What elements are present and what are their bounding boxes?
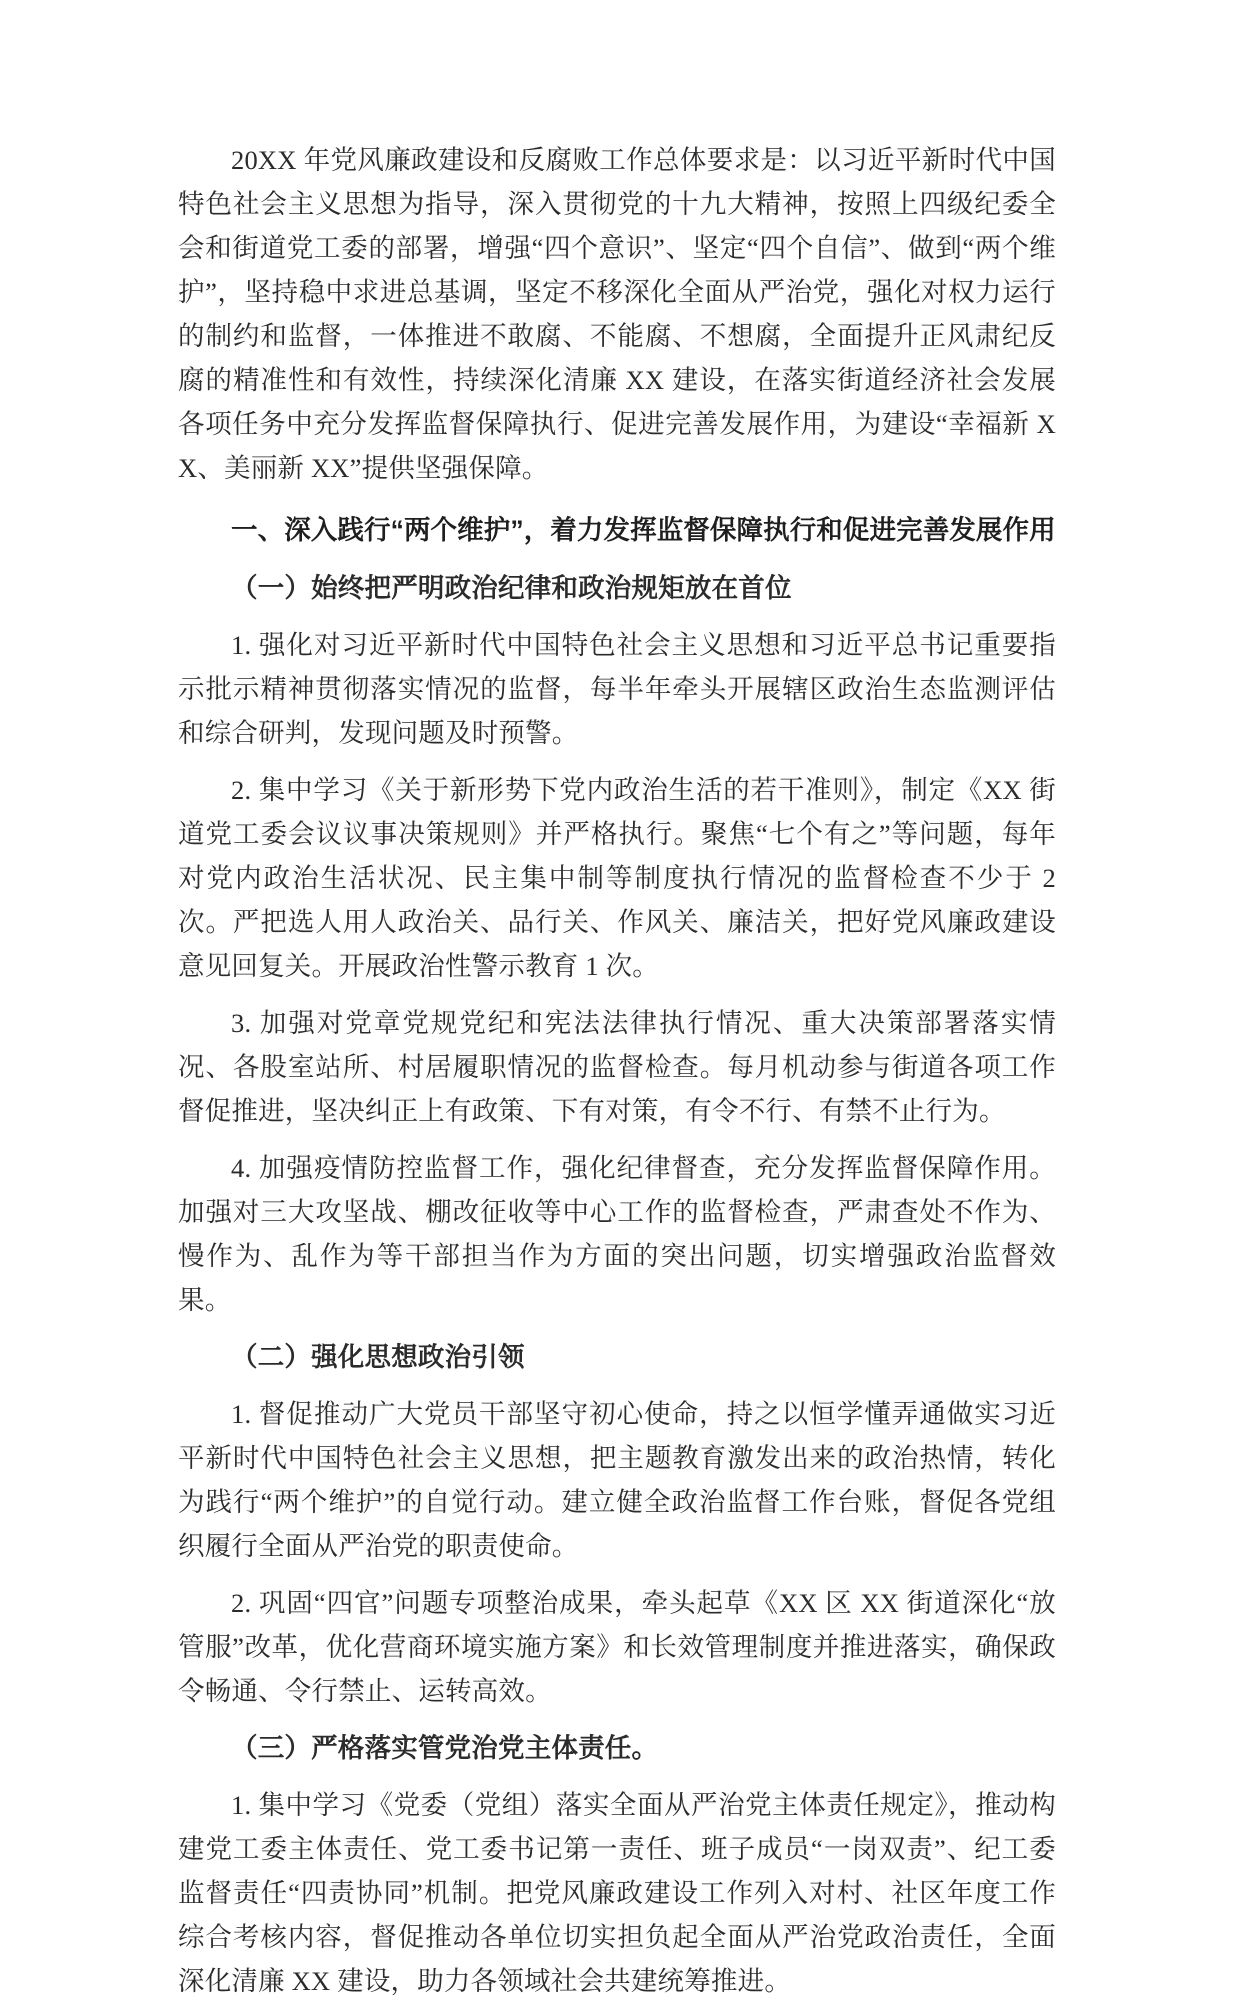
list-item-1-2-2: 2. 巩固“四官”问题专项整治成果，牵头起草《XX 区 XX 街道深化“放管服”改革，优化营商环境实施方案》和长效管理制度并推进落实，确保政令畅通、令行禁止、运转高效。 xyxy=(178,1588,1056,1706)
section-heading-1: 一、深入践行“两个维护”，着力发挥监督保障执行和促进完善发展作用 xyxy=(231,515,1056,545)
subsection-heading-1-2: （二）强化思想政治引领 xyxy=(231,1342,525,1372)
document-body xyxy=(178,138,1056,2003)
subsection-heading-1-3: （三）严格落实管党治党主体责任。 xyxy=(231,1733,659,1763)
list-item-1-1-3: 3. 加强对党章党规党纪和宪法法律执行情况、重大决策部署落实情况、各股室站所、村居履职情况的监督检查。每月机动参与街道各项工作督促推进，坚决纠正上有政策、下有对策，有令不行、有禁不止行为。 xyxy=(178,1008,1056,1126)
list-item-1-2-1: 1. 督促推动广大党员干部坚守初心使命，持之以恒学懂弄通做实习近平新时代中国特色社会主义思想，把主题教育激发出来的政治热情，转化为践行“两个维护”的自觉行动。建立健全政治监督工作台账，督促各党组织履行全面从严治党的职责使命。 xyxy=(178,1399,1056,1561)
list-item-1-1-4: 4. 加强疫情防控监督工作，强化纪律督查，充分发挥监督保障作用。加强对三大攻坚战、棚改征收等中心工作的监督检查，严肃查处不作为、慢作为、乱作为等干部担当作为方面的突出问题，切实增强政治监督效果。 xyxy=(178,1153,1056,1315)
intro-paragraph: 20XX 年党风廉政建设和反腐败工作总体要求是：以习近平新时代中国特色社会主义思想为指导，深入贯彻党的十九大精神，按照上四级纪委全会和街道党工委的部署，增强“四个意识”、坚定“四个自信”、做到“两个维护”，坚持稳中求进总基调，坚定不移深化全面从严治党，强化对权力运行的制约和监督，一体推进不敢腐、不能腐、不想腐，全面提升正风肃纪反腐的精准性和有效性，持续深化清廉 XX 建设，在落实街道经济社会发展各项任务中充分发挥监督保障执行、促进完善发展作用，为建设“幸福新 XX、美丽新 XX”提供坚强保障。 xyxy=(178,145,1056,483)
list-item-1-3-1: 1. 集中学习《党委（党组）落实全面从严治党主体责任规定》，推动构建党工委主体责任、党工委书记第一责任、班子成员“一岗双责”、纪工委监督责任“四责协同”机制。把党风廉政建设工作列入对村、社区年度工作综合考核内容，督促推动各单位切实担负起全面从严治党政治责任，全面深化清廉 XX 建设，助力各领域社会共建统筹推进。 xyxy=(178,1790,1056,1996)
list-item-1-1-2: 2. 集中学习《关于新形势下党内政治生活的若干准则》，制定《XX 街道党工委会议议事决策规则》并严格执行。聚焦“七个有之”等问题，每年对党内政治生活状况、民主集中制等制度执行情况的监督检查不少于 2 次。严把选人用人政治关、品行关、作风关、廉洁关，把好党风廉政建设意见回复关。开展政治性警示教育 1 次。 xyxy=(178,775,1056,981)
list-item-1-1-1: 1. 强化对习近平新时代中国特色社会主义思想和习近平总书记重要指示批示精神贯彻落实情况的监督，每半年牵头开展辖区政治生态监测评估和综合研判，发现问题及时预警。 xyxy=(178,630,1056,748)
subsection-heading-1-1: （一）始终把严明政治纪律和政治规矩放在首位 xyxy=(231,573,792,603)
